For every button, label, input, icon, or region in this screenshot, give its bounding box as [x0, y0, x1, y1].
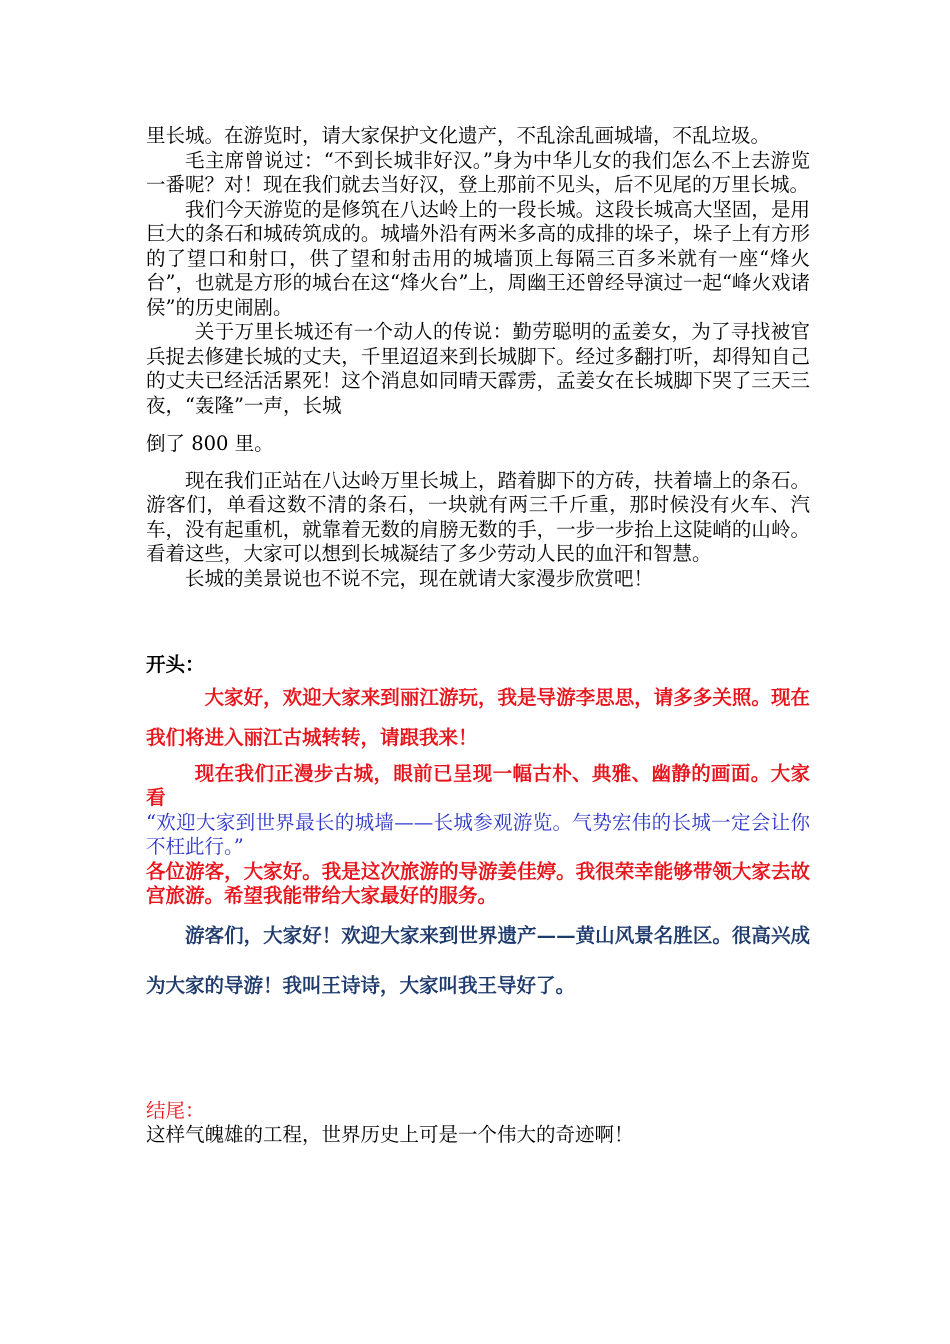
paragraph-4: 关于万里长城还有一个动人的传说：勤劳聪明的孟姜女，为了寻找被官兵捉去修建长城的丈夫，千里迢迢来到长城脚下。经过多翻打听，却得知自己的丈夫已经活活累死！这个消息如同晴天霹雳，孟姜女在长城脚下哭了三天三夜，“轰隆”一声，长城: [146, 320, 810, 417]
opening-blue-paragraph: “欢迎大家到世界最长的城墙——长城参观游览。气势宏伟的长城一定会让你不枉此行。”: [146, 810, 810, 858]
opening-red-paragraph-1: 大家好，欢迎大家来到丽江游玩，我是导游李思思，请多多关照。现在我们将进入丽江古城转转，请跟我来！: [146, 685, 810, 749]
paragraph-1: 里长城。在游览时，请大家保护文化遗产，不乱涂乱画城墙，不乱垃圾。: [146, 124, 771, 147]
paragraph-5: 现在我们正站在八达岭万里长城上，踏着脚下的方砖，扶着墙上的条石。游客们，单看这数不清的条石，一块就有两三千斤重，那时候没有火车、汽车，没有起重机，就靠着无数的肩膀无数的手，一步一步抬上这陡峭的山岭。看着这些，大家可以想到长城凝结了多少劳动人民的血汗和智慧。: [146, 468, 810, 565]
ending-spacer: [146, 1011, 810, 1099]
opening-red-paragraph-2: 现在我们正漫步古城，眼前已呈现一幅古朴、典雅、幽静的画面。大家看: [146, 761, 810, 809]
section-spacer: [146, 591, 810, 653]
paragraph-6: 长城的美景说也不说不完，现在就请大家漫步欣赏吧！: [185, 566, 654, 590]
document-page: [146, 124, 810, 1148]
paragraph-2: 毛主席曾说过：“不到长城非好汉。”身为中华儿女的我们怎么不上去游览一番呢？对！现在我们就去当好汉，登上那前不见头，后不见尾的万里长城。: [146, 148, 810, 196]
opening-navy-paragraph: 游客们，大家好！欢迎大家来到世界遗产——黄山风景名胜区。很高兴成为大家的导游！我叫王诗诗，大家叫我王导好了。: [146, 923, 810, 997]
ending-label: 结尾：: [146, 1098, 205, 1122]
paragraph-4-end: 倒了 800 里。: [146, 432, 274, 455]
ending-paragraph: 这样气魄雄的工程，世界历史上可是一个伟大的奇迹啊！: [146, 1123, 634, 1146]
paragraph-3: 我们今天游览的是修筑在八达岭上的一段长城。这段长城高大坚固，是用巨大的条石和城砖筑成的。城墙外沿有两米多高的成排的垛子，垛子上有方形的了望口和射口，供了望和射击用的城墙顶上每隔三百多米就有一座“烽火台”，也就是方形的城台在这“烽火台”上，周幽王还曾经导演过一起“峰火戏诸侯”的历史闹剧。: [146, 197, 810, 319]
opening-label: 开头：: [146, 653, 205, 676]
opening-red-paragraph-3: 各位游客，大家好。我是这次旅游的导游姜佳婷。我很荣幸能够带领大家去故宫旅游。希望我能带给大家最好的服务。: [146, 859, 810, 907]
